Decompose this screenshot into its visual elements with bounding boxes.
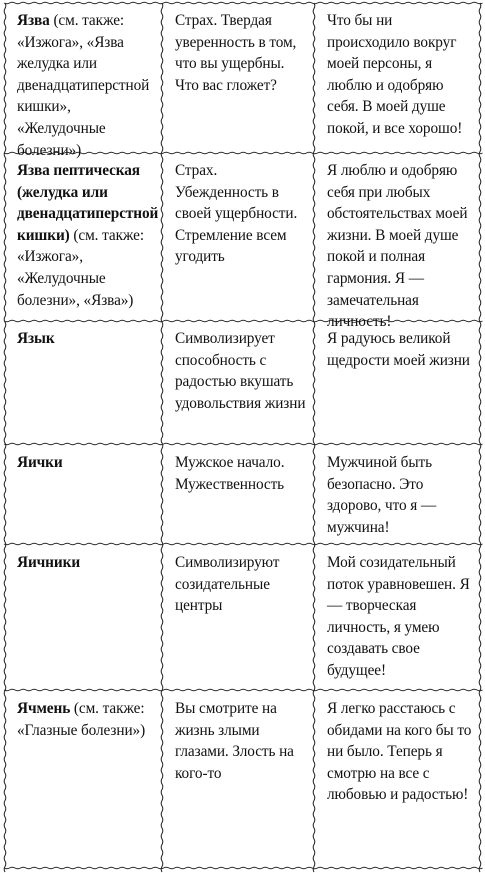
affirmation-cell: Мужчиной быть безопасно. Это здорово, что я — мужчина!: [327, 454, 437, 536]
term-bold: Язва пептическая (желудка или двенадцатиперстной кишки): [17, 162, 159, 244]
affirmation-cell: Я люблю и одобряю себя при любых обстоятельствах моей жизни. В моей душе покой и полная гармония. Я — замечательная личность!: [327, 162, 468, 331]
term-cell: [17, 10, 155, 161]
row-divider-line: [4, 689, 483, 691]
cause-cell: Страх. Убежденность в своей ущербности. Стремление всем угодить: [175, 162, 298, 266]
column-divider-line: [479, 3, 481, 872]
affirmation-cell: Мой созидательный поток уравновешен. Я — творческая личность, я умею создавать свое будущее!: [327, 554, 470, 679]
term-note: (см. также: «Изжога», «Язва желудка или двенадцатиперстной кишки», «Желудочные болезни»): [17, 12, 150, 159]
row-divider-line: [4, 2, 483, 4]
cause-cell: Символизируют созидательные центры: [175, 554, 280, 615]
term-bold: Язва: [17, 12, 50, 29]
term-bold: Ячмень: [17, 700, 71, 717]
affirmation-cell: Я радуюсь великой щедрости моей жизни: [327, 330, 470, 369]
cause-cell: Вы смотрите на жизнь злыми глазами. Злость на кого-то: [175, 700, 294, 782]
affirmation-cell: Что бы ни происходило вокруг моей персоны, я люблю и одобряю себя. В моей душе покой, и все хорошо!: [327, 12, 463, 137]
column-divider-line: [4, 3, 6, 872]
term-bold: Яичники: [17, 554, 81, 571]
cause-cell: Мужское начало. Мужественность: [175, 454, 285, 493]
term-cell: [17, 160, 159, 311]
cause-cell: Страх. Твердая уверенность в том, что вы ущербны. Что вас гложет?: [175, 12, 297, 94]
term-cell: [17, 698, 155, 741]
term-bold: Язык: [17, 330, 55, 347]
term-cell: [17, 552, 155, 574]
cause-cell: Символизирует способность с радостью вкушать удовольствия жизни: [175, 330, 306, 412]
term-bold: Яички: [17, 454, 63, 471]
row-divider-line: [4, 443, 483, 445]
term-note: (см. также: «Изжога», «Желудочные болезни», «Язва»): [17, 226, 145, 309]
column-divider-line: [313, 3, 315, 872]
affirmation-cell: Я легко расстаюсь с обидами на кого бы то ни было. Теперь я смотрю на все с любовью и радостью!: [327, 700, 472, 804]
term-note: (см. также: «Глазные болезни»): [17, 700, 146, 739]
column-divider-line: [161, 3, 163, 872]
row-divider-line: [4, 867, 483, 869]
row-divider-line: [4, 543, 483, 545]
term-cell: [17, 328, 155, 350]
term-cell: [17, 452, 155, 474]
